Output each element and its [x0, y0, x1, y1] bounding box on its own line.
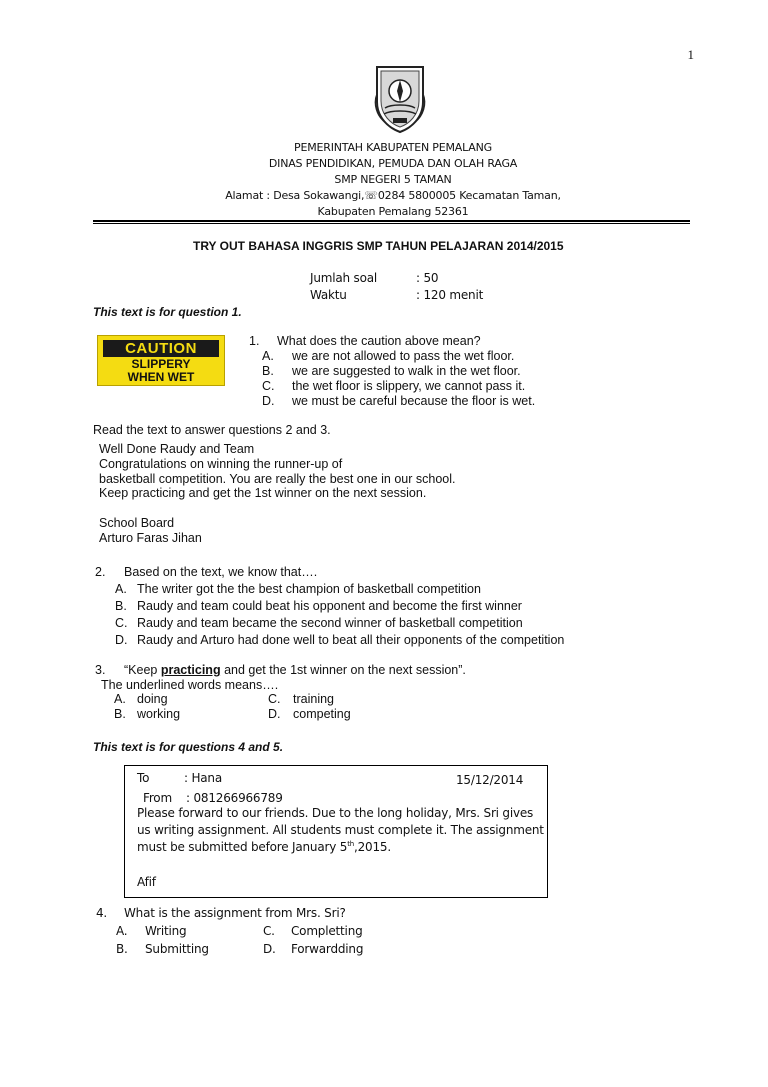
caution-sign-line2: WHEN WET — [127, 369, 195, 384]
message-to-value: : Hana — [184, 771, 222, 785]
q2-option-b-letter: B. — [115, 599, 127, 613]
message-signature: Afif — [137, 875, 156, 889]
message-body-3-end: ,2015. — [353, 840, 391, 854]
letterhead-line-2: DINAS PENDIDIKAN, PEMUDA DAN OLAH RAGA — [268, 157, 518, 170]
card-line-1: Well Done Raudy and Team — [99, 442, 255, 456]
jumlah-soal-value: : 50 — [416, 271, 439, 285]
waktu-value: : 120 menit — [416, 288, 484, 302]
q3-option-d-letter: D. — [268, 707, 281, 721]
q1-option-d: we must be careful because the floor is wet. — [292, 394, 536, 408]
card-signature-1: School Board — [99, 516, 175, 530]
message-body-3-sup: th — [347, 840, 354, 848]
letterhead-address — [0, 189, 768, 202]
message-body-2: us writing assignment. All students must complete it. The assignment — [137, 823, 544, 837]
letterhead-line-5: Kabupaten Pemalang 52361 — [317, 205, 469, 218]
q1-option-a-letter: A. — [262, 349, 274, 363]
section1-intro: This text is for question 1. — [93, 305, 242, 319]
message-body-3-text: must be submitted before January 5 — [137, 840, 348, 854]
message-from-value: : 081266966789 — [186, 791, 283, 805]
q1-option-d-letter: D. — [262, 394, 275, 408]
address-suffix: 0284 5800005 Kecamatan Taman, — [377, 189, 561, 202]
q4-option-c-letter: C. — [263, 924, 275, 938]
q2-option-c-letter: C. — [115, 616, 128, 630]
section3-intro: This text is for questions 4 and 5. — [93, 740, 284, 754]
q4-option-a: Writing — [145, 924, 187, 938]
q3-number: 3. — [95, 663, 106, 677]
q4-option-d: Forwardding — [291, 942, 364, 956]
q3-option-b-letter: B. — [114, 707, 126, 721]
caution-sign-text — [98, 358, 224, 383]
q2-option-b: Raudy and team could beat his opponent and become the first winner — [137, 599, 522, 613]
q4-option-b: Submitting — [145, 942, 209, 956]
q2-option-c: Raudy and team became the second winner of basketball competition — [137, 616, 523, 630]
caution-sign-title: CAUTION — [103, 340, 219, 357]
caution-sign-line1: SLIPPERY — [131, 357, 191, 371]
page-number: 1 — [687, 47, 694, 62]
section2-intro: Read the text to answer questions 2 and 3. — [93, 423, 331, 437]
q3-option-a-letter: A. — [114, 692, 126, 706]
card-signature-2: Arturo Faras Jihan — [99, 531, 202, 545]
q2-option-d: Raudy and Arturo had done well to beat all their opponents of the competition — [137, 633, 565, 647]
card-line-2: Congratulations on winning the runner-up of — [99, 457, 343, 471]
header-rule-thin — [93, 223, 690, 224]
q3-option-a: doing — [137, 692, 168, 706]
q1-option-c-letter: C. — [262, 379, 275, 393]
q4-option-d-letter: D. — [263, 942, 276, 956]
q3-option-b: working — [137, 707, 181, 721]
message-from-label: From — [143, 791, 172, 805]
q1-option-a: we are not allowed to pass the wet floor. — [292, 349, 515, 363]
q4-number: 4. — [96, 906, 108, 920]
q1-option-b-letter: B. — [262, 364, 274, 378]
message-date: 15/12/2014 — [456, 773, 524, 787]
q3-question — [124, 663, 466, 677]
letterhead-line-3: SMP NEGERI 5 TAMAN — [334, 173, 452, 186]
q3-line-2: The underlined words means…. — [101, 678, 279, 692]
page-title: TRY OUT BAHASA INGGRIS SMP TAHUN PELAJARAN 2014/2015 — [193, 239, 564, 253]
q3-quote-prefix: “Keep — [124, 663, 161, 677]
q2-number: 2. — [95, 565, 106, 579]
q1-option-b: we are suggested to walk in the wet floor. — [292, 364, 521, 378]
message-body-1: Please forward to our friends. Due to the long holiday, Mrs. Sri gives — [137, 806, 534, 820]
q3-option-c-letter: C. — [268, 692, 281, 706]
address-prefix: Alamat : Desa Sokawangi, — [225, 189, 365, 202]
q4-option-b-letter: B. — [116, 942, 128, 956]
telephone-icon: ☏ — [364, 189, 378, 202]
caution-sign-image — [97, 335, 225, 386]
header-rule-thick — [93, 220, 690, 222]
message-body-3 — [137, 840, 391, 854]
q1-option-c: the wet floor is slippery, we cannot pass it. — [292, 379, 526, 393]
q2-option-a-letter: A. — [115, 582, 127, 596]
card-line-3: basketball competition. You are really the best one in our school. — [99, 472, 456, 486]
q1-number: 1. — [249, 334, 260, 348]
regency-emblem-icon — [373, 64, 427, 134]
q3-quote-suffix: and get the 1st winner on the next session”. — [220, 663, 466, 677]
letterhead-line-1: PEMERINTAH KABUPATEN PEMALANG — [294, 141, 492, 154]
q1-question: What does the caution above mean? — [277, 334, 481, 348]
q4-question: What is the assignment from Mrs. Sri? — [124, 906, 346, 920]
q3-underlined-word: practicing — [160, 663, 221, 677]
message-to-label: To — [137, 771, 150, 785]
card-line-4: Keep practicing and get the 1st winner on the next session. — [99, 486, 427, 500]
q3-option-c: training — [293, 692, 334, 706]
q4-option-c: Completting — [291, 924, 363, 938]
q2-option-d-letter: D. — [115, 633, 128, 647]
q3-option-d: competing — [293, 707, 351, 721]
q2-option-a: The writer got the the best champion of basketball competition — [137, 582, 481, 596]
jumlah-soal-label: Jumlah soal — [310, 271, 378, 285]
q4-option-a-letter: A. — [116, 924, 128, 938]
q2-question: Based on the text, we know that…. — [124, 565, 318, 579]
waktu-label: Waktu — [310, 288, 347, 302]
